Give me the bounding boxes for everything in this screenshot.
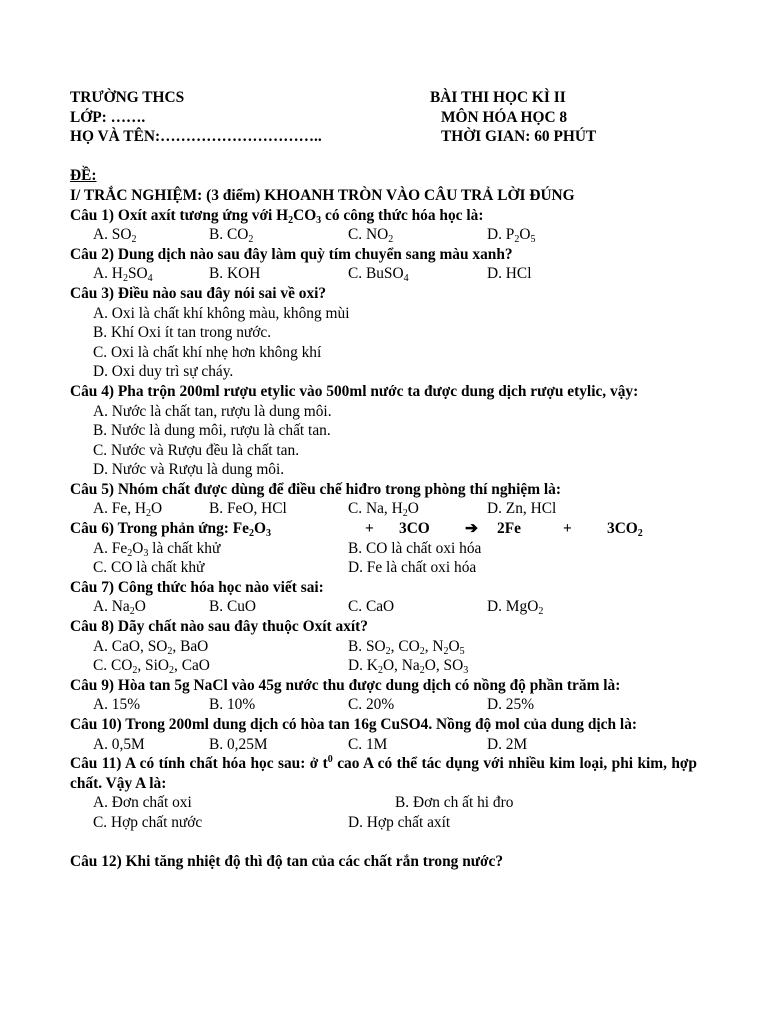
section-title: I/ TRẮC NGHIỆM: (3 điểm) KHOANH TRÒN VÀO CÂU TRẢ LỜI ĐÚNG <box>70 186 575 204</box>
answer-option: D. 25% <box>487 696 535 714</box>
answer-option: C. 1M <box>348 735 388 753</box>
de-label: ĐỀ: <box>70 167 97 185</box>
answer-option: D. $P_2O_5$ <box>487 226 536 246</box>
answer-option: B. CuO <box>209 598 257 616</box>
question-10-options <box>70 735 697 755</box>
question-3-option-c: C. Oxi là chất khí nhẹ hơn không khí <box>93 343 322 361</box>
question-5-options <box>70 499 697 519</box>
question-4-option-d: D. Nước và Rượu là dung môi. <box>93 461 285 479</box>
class-label: LỚP: ……. <box>70 108 146 126</box>
question-9: Câu 9) Hòa tan 5g NaCl vào 45g nước thu được dung dịch có nồng độ phần trăm là: <box>70 676 621 694</box>
answer-option: B. FeO, HCl <box>209 500 287 518</box>
answer-option: D. MgO$_2$ <box>487 598 544 618</box>
question-1-options <box>70 225 697 245</box>
question-3-option-a: A. Oxi là chất khí không màu, không mùi <box>93 304 350 322</box>
question-7-options <box>70 597 697 617</box>
answer-option: B. 10% <box>209 696 256 714</box>
answer-option: D. Zn, HCl <box>487 500 557 518</box>
question-3-option-d: D. Oxi duy trì sự cháy. <box>93 363 234 381</box>
school-name: TRƯỜNG THCS <box>70 89 185 106</box>
question-2-options <box>70 264 697 284</box>
answer-option: A. $Na_2O$ <box>93 598 146 618</box>
exam-page <box>70 88 697 872</box>
header-row-2 <box>70 108 697 128</box>
answer-option: C. BuSO$_4$ <box>348 265 409 285</box>
question-4-option-c: C. Nước và Rượu đều là chất tan. <box>93 441 300 459</box>
question-4-option-a: A. Nước là chất tan, rượu là dung môi. <box>93 402 332 420</box>
question-2: Câu 2) Dung dịch nào sau đây làm quỳ tím chuyển sang màu xanh? <box>70 245 513 263</box>
answer-option: A. 15% <box>93 696 141 714</box>
answer-option: B. KOH <box>209 265 261 283</box>
answer-option: C. Na, $H_2O$ <box>348 500 419 520</box>
question-6-options-2: C. CO là chất khử D. Fe là chất oxi hóa <box>93 559 477 577</box>
arrow-icon: ➔ <box>465 520 478 538</box>
question-3-option-b: B. Khí Oxi ít tan trong nước. <box>93 324 272 342</box>
question-4-option-b: B. Nước là dung môi, rượu là chất tan. <box>93 422 331 440</box>
question-12: Câu 12) Khi tăng nhiệt độ thì độ tan của các chất rắn trong nước? <box>70 853 504 871</box>
exam-title: BÀI THI HỌC KÌ II <box>430 89 566 106</box>
time-label: THỜI GIAN: 60 PHÚT <box>441 128 597 146</box>
question-11: Câu 11) A có tính chất hóa học sau: ở $t^0$ cao A có thể tác dụng với nhiều kim loại, phi kim, hợp chất. Vậy A là: <box>70 754 697 792</box>
question-5: Câu 5) Nhóm chất được dùng để điều chế hiđro trong phòng thí nghiệm là: <box>70 480 561 498</box>
answer-option: A. 0,5M <box>93 735 145 753</box>
answer-option: A. Fe, $H_2O$ <box>93 500 163 520</box>
question-11-options-2: C. Hợp chất nước D. Hợp chất axít <box>93 813 451 831</box>
question-6: Câu 6) Trong phản ứng: $Fe_2O_3$ + 3CO ➔ 2Fe + $3CO_2$ <box>70 520 643 540</box>
question-3: Câu 3) Điều nào sau đây nói sai về oxi? <box>70 284 327 302</box>
question-7: Câu 7) Công thức hóa học nào viết sai: <box>70 578 324 596</box>
spacer <box>70 833 697 853</box>
subject-label: MÔN HÓA HỌC 8 <box>441 108 568 126</box>
answer-option: B. $CO_2$ <box>209 226 254 246</box>
question-1: Câu 1) Oxít axít tương ứng với $H_2CO_3$ có công thức hóa học là: <box>70 206 484 226</box>
answer-option: C. $NO_2$ <box>348 226 394 246</box>
student-name-label: HỌ VÀ TÊN:………………………….. <box>70 128 322 146</box>
question-8: Câu 8) Dãy chất nào sau đây thuộc Oxít axít? <box>70 618 369 636</box>
answer-option: C. CaO <box>348 598 395 616</box>
header-row-1 <box>70 88 697 108</box>
question-10: Câu 10) Trong 200ml dung dịch có hòa tan 16g CuSO4. Nồng độ mol của dung dịch là: <box>70 716 638 733</box>
question-4: Câu 4) Pha trộn 200ml rượu etylic vào 500ml nước ta được dung dịch rượu etylic, vậy: <box>70 382 639 400</box>
answer-option: C. 20% <box>348 696 395 714</box>
answer-option: A. $H_2SO_4$ <box>93 265 153 285</box>
answer-option: D. HCl <box>487 265 532 283</box>
question-8-options-1: A. CaO, $SO_2$, BaO B. $SO_2$, $CO_2$, $N_2O_5$ <box>93 637 465 657</box>
answer-option: B. 0,25M <box>209 735 268 753</box>
question-11-options-1: A. Đơn chất oxi B. Đơn ch ất hi đro <box>93 794 514 812</box>
header-row-3 <box>70 127 697 147</box>
question-9-options <box>70 695 697 715</box>
question-8-options-2: C. $CO_2$, SiO$_2$, CaO D. $K_2O$, $Na_2O$, $SO_3$ <box>93 657 469 677</box>
spacer <box>70 147 697 167</box>
question-6-options-1: A. $Fe_2O_3$ là chất khử B. CO là chất oxi hóa <box>93 539 482 559</box>
answer-option: A. $SO_2$ <box>93 226 137 246</box>
answer-option: D. 2M <box>487 735 528 753</box>
